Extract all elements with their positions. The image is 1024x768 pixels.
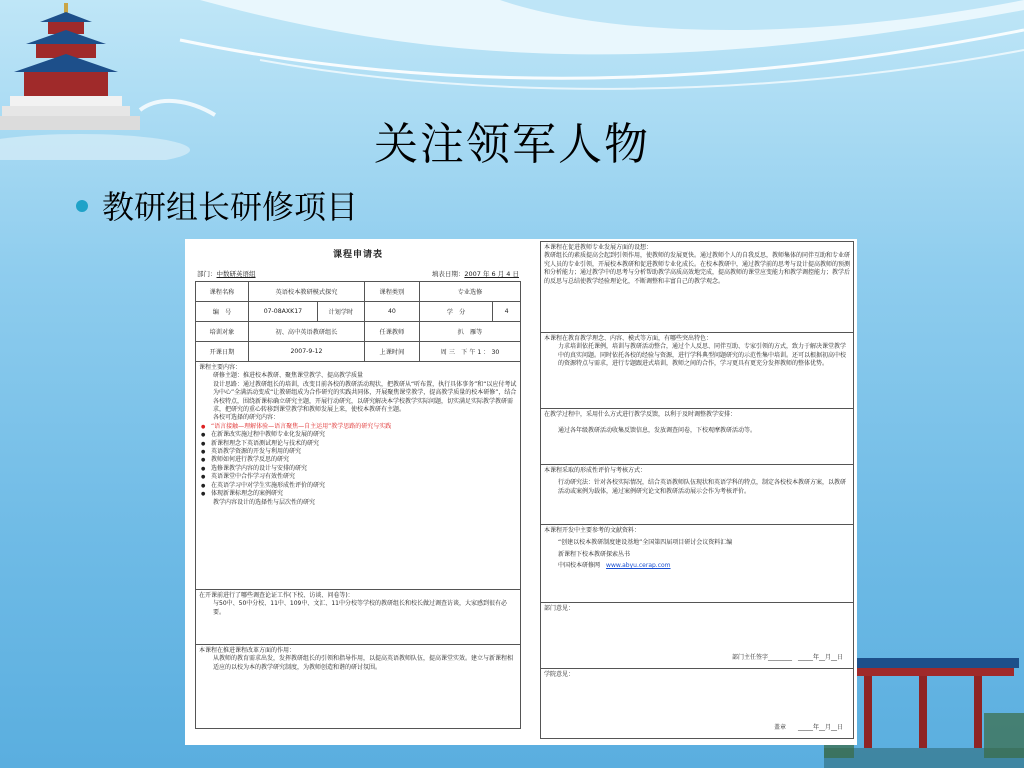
form-info-table	[195, 281, 521, 362]
date-label: 填表日期：	[431, 270, 465, 278]
table-row: 培训对象 初、高中英语教研组长 任课教师 扒 雁等	[196, 322, 521, 342]
bullet-item	[76, 182, 358, 228]
features-section: 本课程在教育教学理念、内容、模式等方面，有哪些突出特色： 力求培训依托课例，培训与教研活动整合，通过个人反思、同伴互助、专家引领的方式，致力于解决课堂教学中的真实问题。同时依托各校的经验与资源，进行学科典型问题研究的示范性集中培训。还可以根据初高中校的资源特点与需求，进行专题跟进式培训，教师之间的合作，学习更具有更充分发挥教师的整体优势。	[540, 333, 854, 409]
dept-label: 部门：	[197, 270, 217, 278]
form-meta	[195, 269, 521, 278]
dept-opinion-section: 部门意见： 部门主任签字________ _____年__月__日	[540, 603, 854, 669]
course-application-form-image	[185, 239, 857, 745]
survey-section: 在开课前进行了哪些调查论证工作(下校、访谈、问卷等)： 与50中、50中分校、11中、109中、文汇、11中分校等学校的教研组长和校长做过调查访谈，大家感到很有必要。	[195, 590, 521, 645]
slide-title: 关注领军人物	[374, 119, 650, 170]
bullet-dot-icon	[76, 200, 88, 212]
list-item: ● 英语教学资源的开发与利用的研究	[199, 448, 517, 456]
date-value: 2007 年 6 月 4 日	[464, 270, 519, 278]
school-opinion-section: 学院意见： 盖章 _____年__月__日	[540, 669, 854, 739]
list-item: ● “语言接触—理解体验—语言聚焦—自主运用”教学思路的研究与实践	[199, 423, 517, 431]
feedback-section: 在教学过程中，采用什么方式进行教学反馈，以利于及时调整教学安排： 通过各年级教研活动收集反馈信息，发放调查问卷，下校观摩教研活动等。	[540, 409, 854, 465]
table-row: 课程名称 英语校本教研模式探究 课程类别 专业选修	[196, 282, 521, 302]
form-left-page	[195, 243, 521, 741]
references-section: 本课程开发中主要参考的文献资料： “创建以校本教研制度建设基地”全国第四届项目研讨会议资料汇编 新课程下校本教研探索丛书 中国校本研修网 www.abyu.cerap.com	[540, 525, 854, 603]
list-item: ● 选修课教学内容的设计与安排的研究	[199, 465, 517, 473]
list-item: ● 在新课改实施过程中教师专业化发展的研究	[199, 431, 517, 439]
content-section: 课程主要内容： 研修主题：推进校本教研、聚焦课堂教学、提高教学质量 设计思路：通过教研组长的培训，改变目前各校的教研活动现状，把教研从“听布置，执行具体事务”和“以应付考试为中心”全满活动变成“让教研组成为合作研究的实践共同体，开展聚焦课堂教学，提高教学质量的校本研修”，结合各校特点，围绕新课标确立研究主题，开展行动研究，以研究解决本学校教学实际问题，切实满足实际教学教研需求，把研究的重心转移到课堂教学和教师发展上来，使校本教研有主题。 各校可选择的研究内容： ● “语言接触—理解体验—语言聚焦—自主运用”教学思路的研究与实践 ● 在新课改实施过程中教师专业化发展的研究 ● 新课程理念下英语测试理论与技术的研究 ● 英语教学资源的开发与利用的研究 ● 教师如何进行教学反思的研究 ● 选修课教学内容的设计与安排的研究 ● 英语课堂中合作学习有效性研究 ● 在英语学习中对学生实施形成性评价的研究 ● 体现新课标理念的案例研究 教学内容设计的选择性与层次性的研究	[195, 362, 521, 590]
form-right-page	[540, 241, 854, 739]
development-section: 本课程在促进教师专业发展方面的设想： 教研组长的素质提高会起到引领作用，使教师的发展更快。通过教师个人的自我反思，教师集体的同伴互助和专业研究人员的专业引领，开展校本教研和促进教师专业化成长。在校本教研中，通过教学前的思考与设计提高教师的预测和分析能力；通过教学中的思考与分析帮助教学高质高效地完成，提高教师的课堂应变能力和教学调控能力；教学后的反思与总结使教学经验理论化，不断调整和丰富自己的教学观念。	[540, 241, 854, 333]
list-item: ● 新课程理念下英语测试理论与技术的研究	[199, 440, 517, 448]
list-item: ● 教师如何进行教学反思的研究	[199, 456, 517, 464]
list-item: ● 英语课堂中合作学习有效性研究	[199, 473, 517, 481]
list-item: ● 体现新课标理念的案例研究	[199, 490, 517, 498]
table-row: 开课日期 2007-9-12 上课时间 周 三 下 午 1 ： 30	[196, 342, 521, 362]
dept-value: 中数研英语组	[216, 270, 256, 278]
reference-link[interactable]: www.abyu.cerap.com	[606, 562, 671, 570]
reform-section: 本课程在推进课程改革方面的作用： 从教师的教育需求出发，发挥教研组长的引领和指导作用，以提高英语教师队伍，提高课堂实效。建立与新课程相适应的以校为本的教学研究制度，为教师创造和谐的研讨氛围。	[195, 645, 521, 729]
bullet-text: 教研组长研修项目	[102, 188, 359, 226]
evaluation-section: 本课程采取的形成性评价与考核方式： 行动研究法：针对各校实际情况，结合英语教师队伍现状和英语学科的特点，制定各校校本教研方案，以教研活动或案例为载体，通过案例研究论文和教研活动展示会作为考核评价。	[540, 465, 854, 525]
table-row: 编 号 07-08AXK17 计划学时 40 学 分 4	[196, 302, 521, 322]
school-signature-line: 盖章 _____年__月__日	[773, 723, 843, 731]
dept-signature-line: 部门主任签字________ _____年__月__日	[731, 653, 843, 661]
list-item: ● 在英语学习中对学生实施形成性评价的研究	[199, 482, 517, 490]
form-title: 课程申请表	[332, 250, 383, 260]
